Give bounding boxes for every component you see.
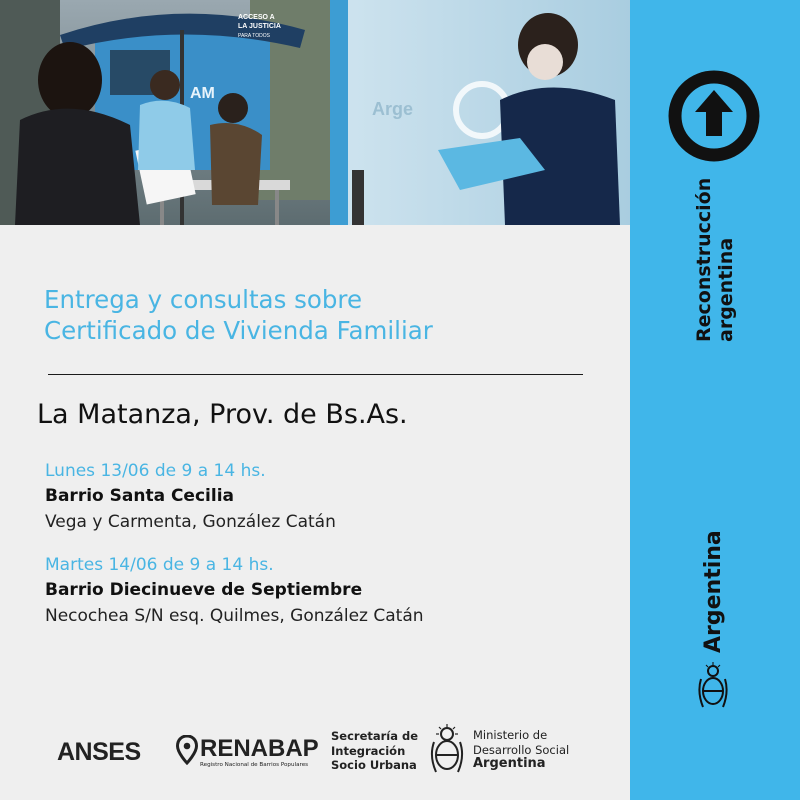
coat-of-arms-icon bbox=[429, 724, 465, 778]
schedule-date: Martes 14/06 de 9 a 14 hs. bbox=[45, 555, 274, 575]
svg-text:AM: AM bbox=[190, 85, 215, 102]
event-title-line-2: Certificado de Vivienda Familiar bbox=[44, 316, 433, 345]
schedule-date: Lunes 13/06 de 9 a 14 hs. bbox=[45, 461, 266, 481]
schedule-neighborhood: Barrio Santa Cecilia bbox=[45, 486, 234, 506]
banner-line-2: LA JUSTICIA bbox=[238, 23, 281, 30]
sidebar-tagline bbox=[693, 178, 737, 342]
ministerio-text bbox=[473, 728, 569, 772]
renabap-subtitle: Registro Nacional de Barrios Populares bbox=[200, 762, 309, 768]
tagline-line-2: argentina bbox=[715, 237, 737, 342]
banner-line-3: PARA TODOS bbox=[238, 33, 270, 39]
secretaria-line-2: Integración bbox=[331, 743, 406, 758]
ministerio-line-1: Ministerio de bbox=[473, 728, 548, 742]
event-photo bbox=[0, 0, 630, 225]
schedule-address: Vega y Carmenta, González Catán bbox=[45, 512, 336, 532]
secretaria-line-3: Socio Urbana bbox=[331, 758, 417, 772]
tent-text: Arge bbox=[372, 99, 414, 119]
sidebar-country: Argentina bbox=[701, 530, 726, 653]
secretaria-line-1: Secretaría de bbox=[331, 729, 419, 743]
event-title bbox=[44, 284, 604, 346]
tagline-line-1: Reconstrucción bbox=[693, 177, 715, 342]
ministerio-logo bbox=[429, 724, 570, 782]
renabap-logo bbox=[176, 735, 319, 769]
coat-of-arms-icon bbox=[697, 662, 729, 712]
schedule-neighborhood: Barrio Diecinueve de Septiembre bbox=[45, 580, 363, 600]
up-arrow-circle-icon bbox=[668, 70, 760, 162]
schedule-item bbox=[45, 554, 605, 627]
ministerio-line-3: Argentina bbox=[473, 756, 546, 771]
ministerio-line-2: Desarrollo Social bbox=[473, 742, 570, 757]
location-pin-icon bbox=[176, 735, 198, 765]
schedule-item bbox=[45, 460, 605, 533]
renabap-name: RENABAP bbox=[200, 735, 319, 762]
event-photo-illustration bbox=[0, 0, 630, 225]
banner-line-1: ACCESO A bbox=[238, 14, 275, 21]
schedule-address: Necochea S/N esq. Quilmes, González Catán bbox=[45, 606, 424, 626]
event-title-line-1: Entrega y consultas sobre bbox=[44, 285, 363, 314]
anses-logo: ANSES bbox=[57, 738, 141, 766]
event-location: La Matanza, Prov. de Bs.As. bbox=[37, 399, 408, 430]
divider bbox=[48, 374, 583, 375]
secretaria-logo bbox=[331, 729, 418, 773]
